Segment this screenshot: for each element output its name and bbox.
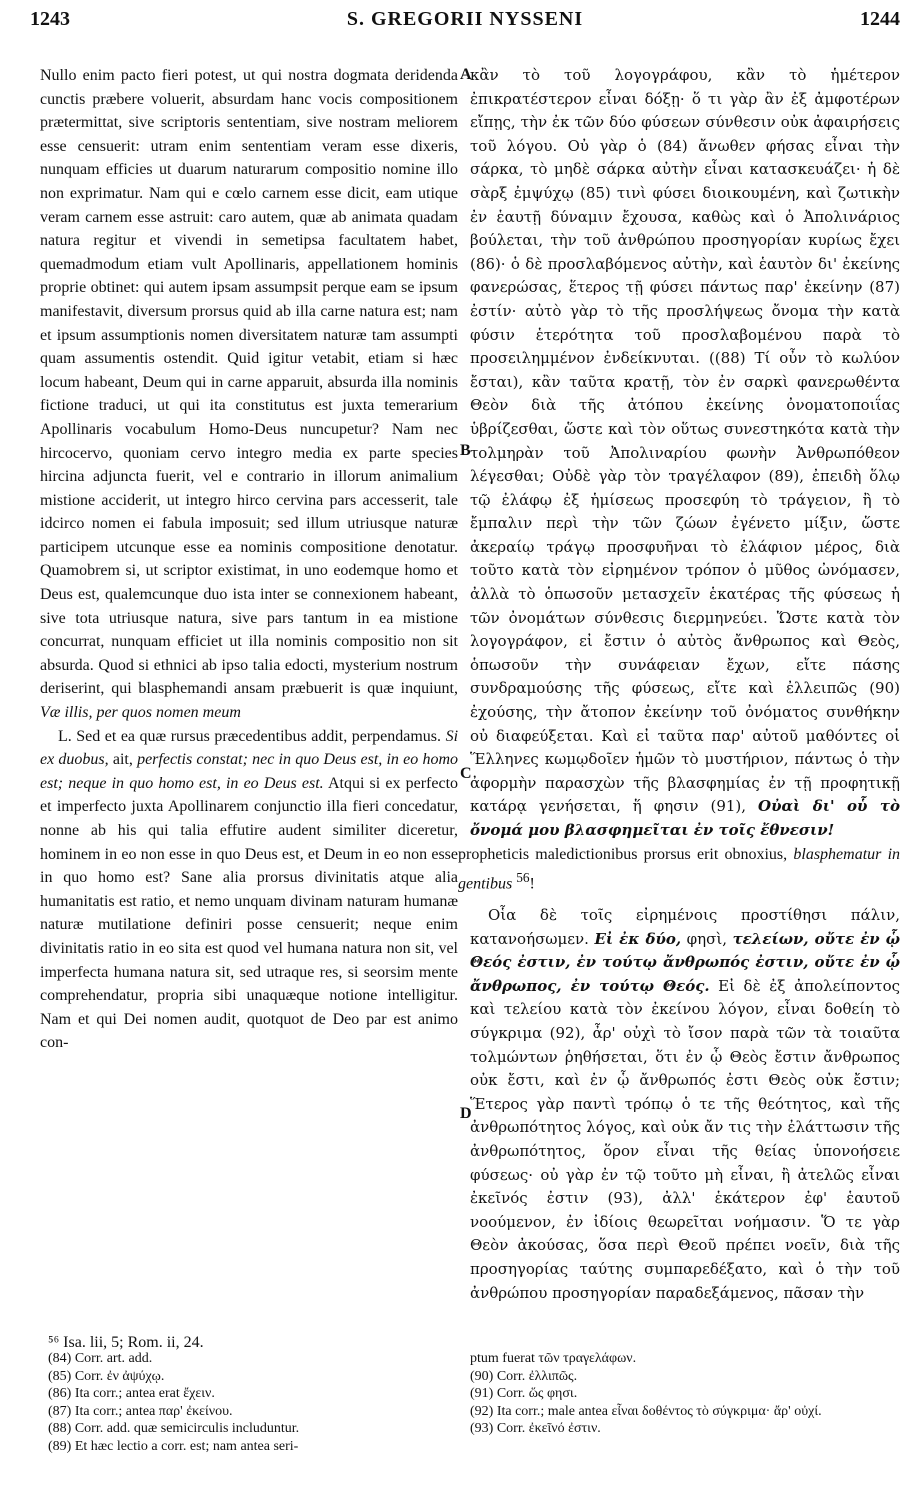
latin-bridge-line: propheticis maledictionibus prorsus erit obnoxius, blasphematur in gentibus $^{56}$! bbox=[458, 845, 901, 893]
greek-column bbox=[458, 64, 901, 1305]
note-line: (89) Et hæc lectio a corr. est; nam antea seri- bbox=[48, 1438, 299, 1454]
note-line: (92) Ita corr.; male antea εἶναι δοθέντος τὸ σύγκριμα· ἄρ' οὐχί. bbox=[470, 1403, 822, 1419]
note-line: (84) Corr. art. add. bbox=[48, 1351, 153, 1366]
scripture-reference: ⁵⁶ Isa. lii, 5; Rom. ii, 24. bbox=[48, 1334, 204, 1351]
note-line: (87) Ita corr.; antea παρ' ἐκείνου. bbox=[48, 1403, 233, 1419]
latin-quote: Væ illis, per quos nomen meum bbox=[40, 704, 241, 722]
margin-letter-b: B bbox=[460, 442, 471, 459]
margin-letter-d: D bbox=[460, 1105, 472, 1122]
running-title: S. GREGORII NYSSENI bbox=[346, 8, 584, 30]
page-number-right: 1244 bbox=[860, 8, 900, 30]
note-line: (90) Corr. ἐλλιπῶς. bbox=[470, 1368, 578, 1384]
note-line: (86) Ita corr.; antea erat ἔχειν. bbox=[48, 1386, 215, 1402]
note-line: (93) Corr. ἐκεῖνό ἐστιν. bbox=[470, 1421, 601, 1437]
note-line: (91) Corr. ὥς φησι. bbox=[470, 1386, 578, 1402]
footnote-marker: 56 bbox=[516, 870, 530, 886]
latin-paragraph-1: Nullo enim pacto fieri potest, ut qui nostra dogmata deridenda cunctis præbere voluerit, absurdam hanc vocis compositionem prætermittat, sive scriptoris sententiam, sive nostram meliorem esse censuerit: utram enim sententiam veram esse dixeris, nunquam efficies ut duarum naturarum compositio nomine illo non exprimatur. Nam qui e cœlo carnem esse dicit, eam utique veram carnem esse astruit: caro autem, quæ ab animata quadam natura regitur et vivendi in semetipsa facultatem habet, quemadmodum etiam vult Apollinaris, appellationem hominis proprie obtinet: qui autem ipsam assumpsit perque eam se ipsum manifestavit, diversum prorsus quid ab illa carne natura est; nam et ipsum assumptionis nomen diversitatem naturæ tam assumpti quam assumentis ostendit. Quid igitur vetabit, etiam si hæc locum habeant, Deum qui in carne apparuit, absurda illa nominis fictione traduci, ut qui ita constitutus est juxta temerarium Apollinaris vocabulum Homo-Deus nuncupetur? Nam nec hircocervo, quoniam cervo integro media ex parte species hircina adjuncta fuerit, vel e contrario in illorum animalium mistione acciderit, ut integro hirco cervina pars accesserit, tale idcirco nomen ei fabula imposuit; sed illum utriusque naturæ participem utcunque esse ea nominis compositione denotatur. Quamobrem si, ut scriptor existimat, in uno eodemque homo et Deus est, qualemcunque duo ista inter se connexionem habeant, sive tota utriusque natura, sive pars tantum in ea mistione concurrat, nunquam efficiet ut illa nominis compositio non sit absurda. Quod si ethnici ab ipso talia edocti, mysterium nostrum deriserint, qui blasphemandi ansam præbuerit is quæ inquiunt, Væ illis, per quos nomen meum bbox=[40, 67, 458, 722]
margin-letter-a: A bbox=[460, 66, 472, 83]
latin-column bbox=[40, 64, 458, 1055]
page-number-left: 1243 bbox=[30, 8, 70, 30]
margin-letter-c: C bbox=[460, 765, 472, 782]
page-header bbox=[30, 8, 900, 40]
note-line: ptum fuerat τῶν τραγελάφων. bbox=[470, 1351, 637, 1366]
greek-paragraph-2: Οἷα δὲ τοῖς εἰρημένοις προστίθησι πάλιν, κατανοήσωμεν. Εἰ ἐκ δύο, φησὶ, τελείων, οὔτε ἐν ᾧ Θεός ἐστιν, ἐν τούτῳ ἄνθρωπός ἐστιν, οὔτε ἐν ᾧ ἄνθρωπος, ἐν τούτῳ Θεός. Εἰ δὲ ἐξ ἀπολείποντος καὶ τελείου κατὰ τὸν ἐκείνου λόγον, εἶναι δοθείη τὸ σύγκριμα (92), ἆρ' οὐχὶ τὸ ἴσον παρὰ τῶν τὰ τοιαῦτα τολμώντων ῥηθήσεται, ὅτι ἐν ᾧ Θεὸς ἔστιν ἄνθρωπος οὐκ ἔστι, καὶ ἐν ᾧ ἄνθρωπός ἐστι Θεὸς οὐκ ἔστιν; Ἕτερος γὰρ παντὶ τρόπῳ ὁ τε τῆς θεότητος, καὶ τῆς ἀνθρωπότητος λόγος, καὶ οὐκ ἄν τις τὴν ἐλάττωσιν τῆς ἀνθρωπότητος, ὅρον εἶναι τῆς θείας ὑπονοήσειε φύσεως· οὐ γὰρ ἐν τῷ τοῦτο μὴ εἶναι, ἢ ἀτελῶς εἶναι ἐκεῖνός ἐστιν (93), ἀλλ' ἑκάτερον ἐφ' ἑαυτοῦ νοούμενον, ἐν ἰδίοις θεωρεῖται νοήμασιν. Ὅ τε γὰρ Θεὸν ἀκούσας, ὅσα περὶ Θεοῦ πρέπει νοεῖν, διὰ τῆς προσηγορίας ταύτης συμπαρεδέξατο, καὶ ὁ τὴν τοῦ ἀνθρώπου προσηγορίαν παραδεξάμενος, πᾶσαν τὴν bbox=[470, 906, 900, 1302]
greek-quote: Οὐαὶ δι' οὗ τὸ ὄνομά μου βλασφημεῖται ἐν τοῖς ἔθνεσιν! bbox=[470, 797, 900, 839]
critical-notes-right bbox=[470, 1350, 900, 1438]
latin-paragraph-2: L. Sed et ea quæ rursus præcedentibus addit, perpendamus. Si ex duobus, ait, perfectis constat; nec in quo Deus est, in eo homo est; neque in quo homo est, in eo Deus est. Atqui si ex perfecto et imperfecto juxta Apollinarem conjunctio illa fieri concedatur, nonne ab his qui talia effutire audent similiter diceretur, hominem in eo non esse in quo Deus est, et Deum in eo non esse in quo homo est? Sane alia prorsus divinitatis atque alia humanitatis est ratio, et nemo unquam divinam naturam humanæ naturæ mutilatione definiri posse censuerit; neque enim divinitatis ratio in eo sita est quod vel humana natura non sit, vel imperfecta humana natura sit, sed utraque res, si seorsim mente comprehendatur, propria sibi unaquæque notione intelligitur. Nam et qui Dei nomen audit, quotquot de Deo par est animo con- bbox=[40, 727, 459, 1052]
greek-paragraph-1: κἂν τὸ τοῦ λογογράφου, κἂν τὸ ἡμέτερον ἐπικρατέστερον εἶναι δόξῃ· ὅ τι γὰρ ἂν ἐξ ἀμφοτέρων εἴπῃς, τὴν ἐκ τῶν δύο φύσεων σύνθεσιν οὐκ ἀφαιρήσεις τοῦ λόγου. Οὐ γὰρ ὁ (84) ἄνωθεν φήσας εἶναι τὴν σάρκα, τὸ μηδὲ σάρκα αὐτὴν εἶναι κατασκευάζει· ἡ δὲ σὰρξ ἐμψύχῳ (85) τινὶ φύσει διοικουμένη, καὶ ζωτικὴν ἐν ἑαυτῇ δύναμιν ἔχουσα, καθὼς καὶ ὁ Ἀπολινάριος βούλεται, τὴν τοῦ ἀνθρώπου προσηγορίαν κυρίως ἔχει (86)· ὁ δὲ προσλαβόμενος αὐτὴν, καὶ ἑαυτὸν δι' ἐκείνης φανερώσας, ἕτερος τῇ φύσει πάντως παρ' ἐκείνην (87) ἐστίν· αὐτὸ γὰρ τὸ τῆς προσλήψεως ὄνομα τὴν κατὰ φύσιν ἑτερότητα τοῦ προσλαβομένου παρὰ τὸ προσειλημμένον ἐνδείκνυται. ((88) Τί οὖν τὸ κωλύον ἔσται), κἂν ταῦτα κρατῇ, τὸν ἐν σαρκὶ φανερωθέντα Θεὸν διὰ τῆς ἀτόπου ἐκείνης ὀνοματοποιΐας ὑβρίζεσθαι, ὥστε καὶ τὸν οὕτως συνεστηκότα κατὰ τὴν τολμηρὰν τοῦ Ἀπολιναρίου φωνὴν Ἀνθρωπόθεον λέγεσθαι; Οὐδὲ γὰρ τὸν τραγέλαφον (89), ἐπειδὴ ὅλῳ τῷ ἐλάφῳ ἐξ ἡμίσεως προσεφύη τὸ τράγειον, ἢ τὸ ἔμπαλιν περὶ τὴν τῶν ζώων ἐγένετο μίξιν, ὥστε ἀκεραίῳ τράγῳ προσφυῆναι τὸ ἐλάφιον μέρος, διὰ τοῦτο κατὰ τὸν εἰρημένον τρόπον ὁ μῦθος ὠνόμασεν, ἀλλὰ τὸ ὁπωσοῦν μετασχεῖν ἑκατέρας τῆς φύσεως ἡ τῶν ὀνομάτων σύνθεσις διερμηνεύει. Ὥστε κατὰ τὸν λογογράφον, εἰ ἔστιν ὁ αὐτὸς ἄνθρωπος καὶ Θεὸς, ὁπωσοῦν τὴν συνάφειαν ἔχων, εἴτε πάσης συνδραμούσης τῆς φύσεως, εἴτε καὶ ἐλλειπῶς (90) ἐχούσης, τὴν ἄτοπον ἐκείνην τοῦ ὀνόματος συνθήκην οὐ διαφεύξεται. Καὶ εἰ ταῦτα παρ' αὐτοῦ μαθόντες οἱ Ἕλληνες κωμῳδοῖεν ἡμῶν τὸ μυστήριον, πάντως ὁ τὴν ἀφορμὴν παρασχὼν τῆς βλασφημίας ἐν τῇ προφητικῇ κατάρᾳ γενήσεται, ἥ φησιν (91), Οὐαὶ δι' οὗ τὸ ὄνομά μου βλασφημεῖται ἐν τοῖς ἔθνεσιν! bbox=[470, 66, 900, 839]
note-line: (85) Corr. ἐν ἀψύχῳ. bbox=[48, 1368, 165, 1384]
critical-notes-left bbox=[48, 1350, 448, 1456]
note-line: (88) Corr. add. quæ semicirculis includuntur. bbox=[48, 1421, 300, 1437]
